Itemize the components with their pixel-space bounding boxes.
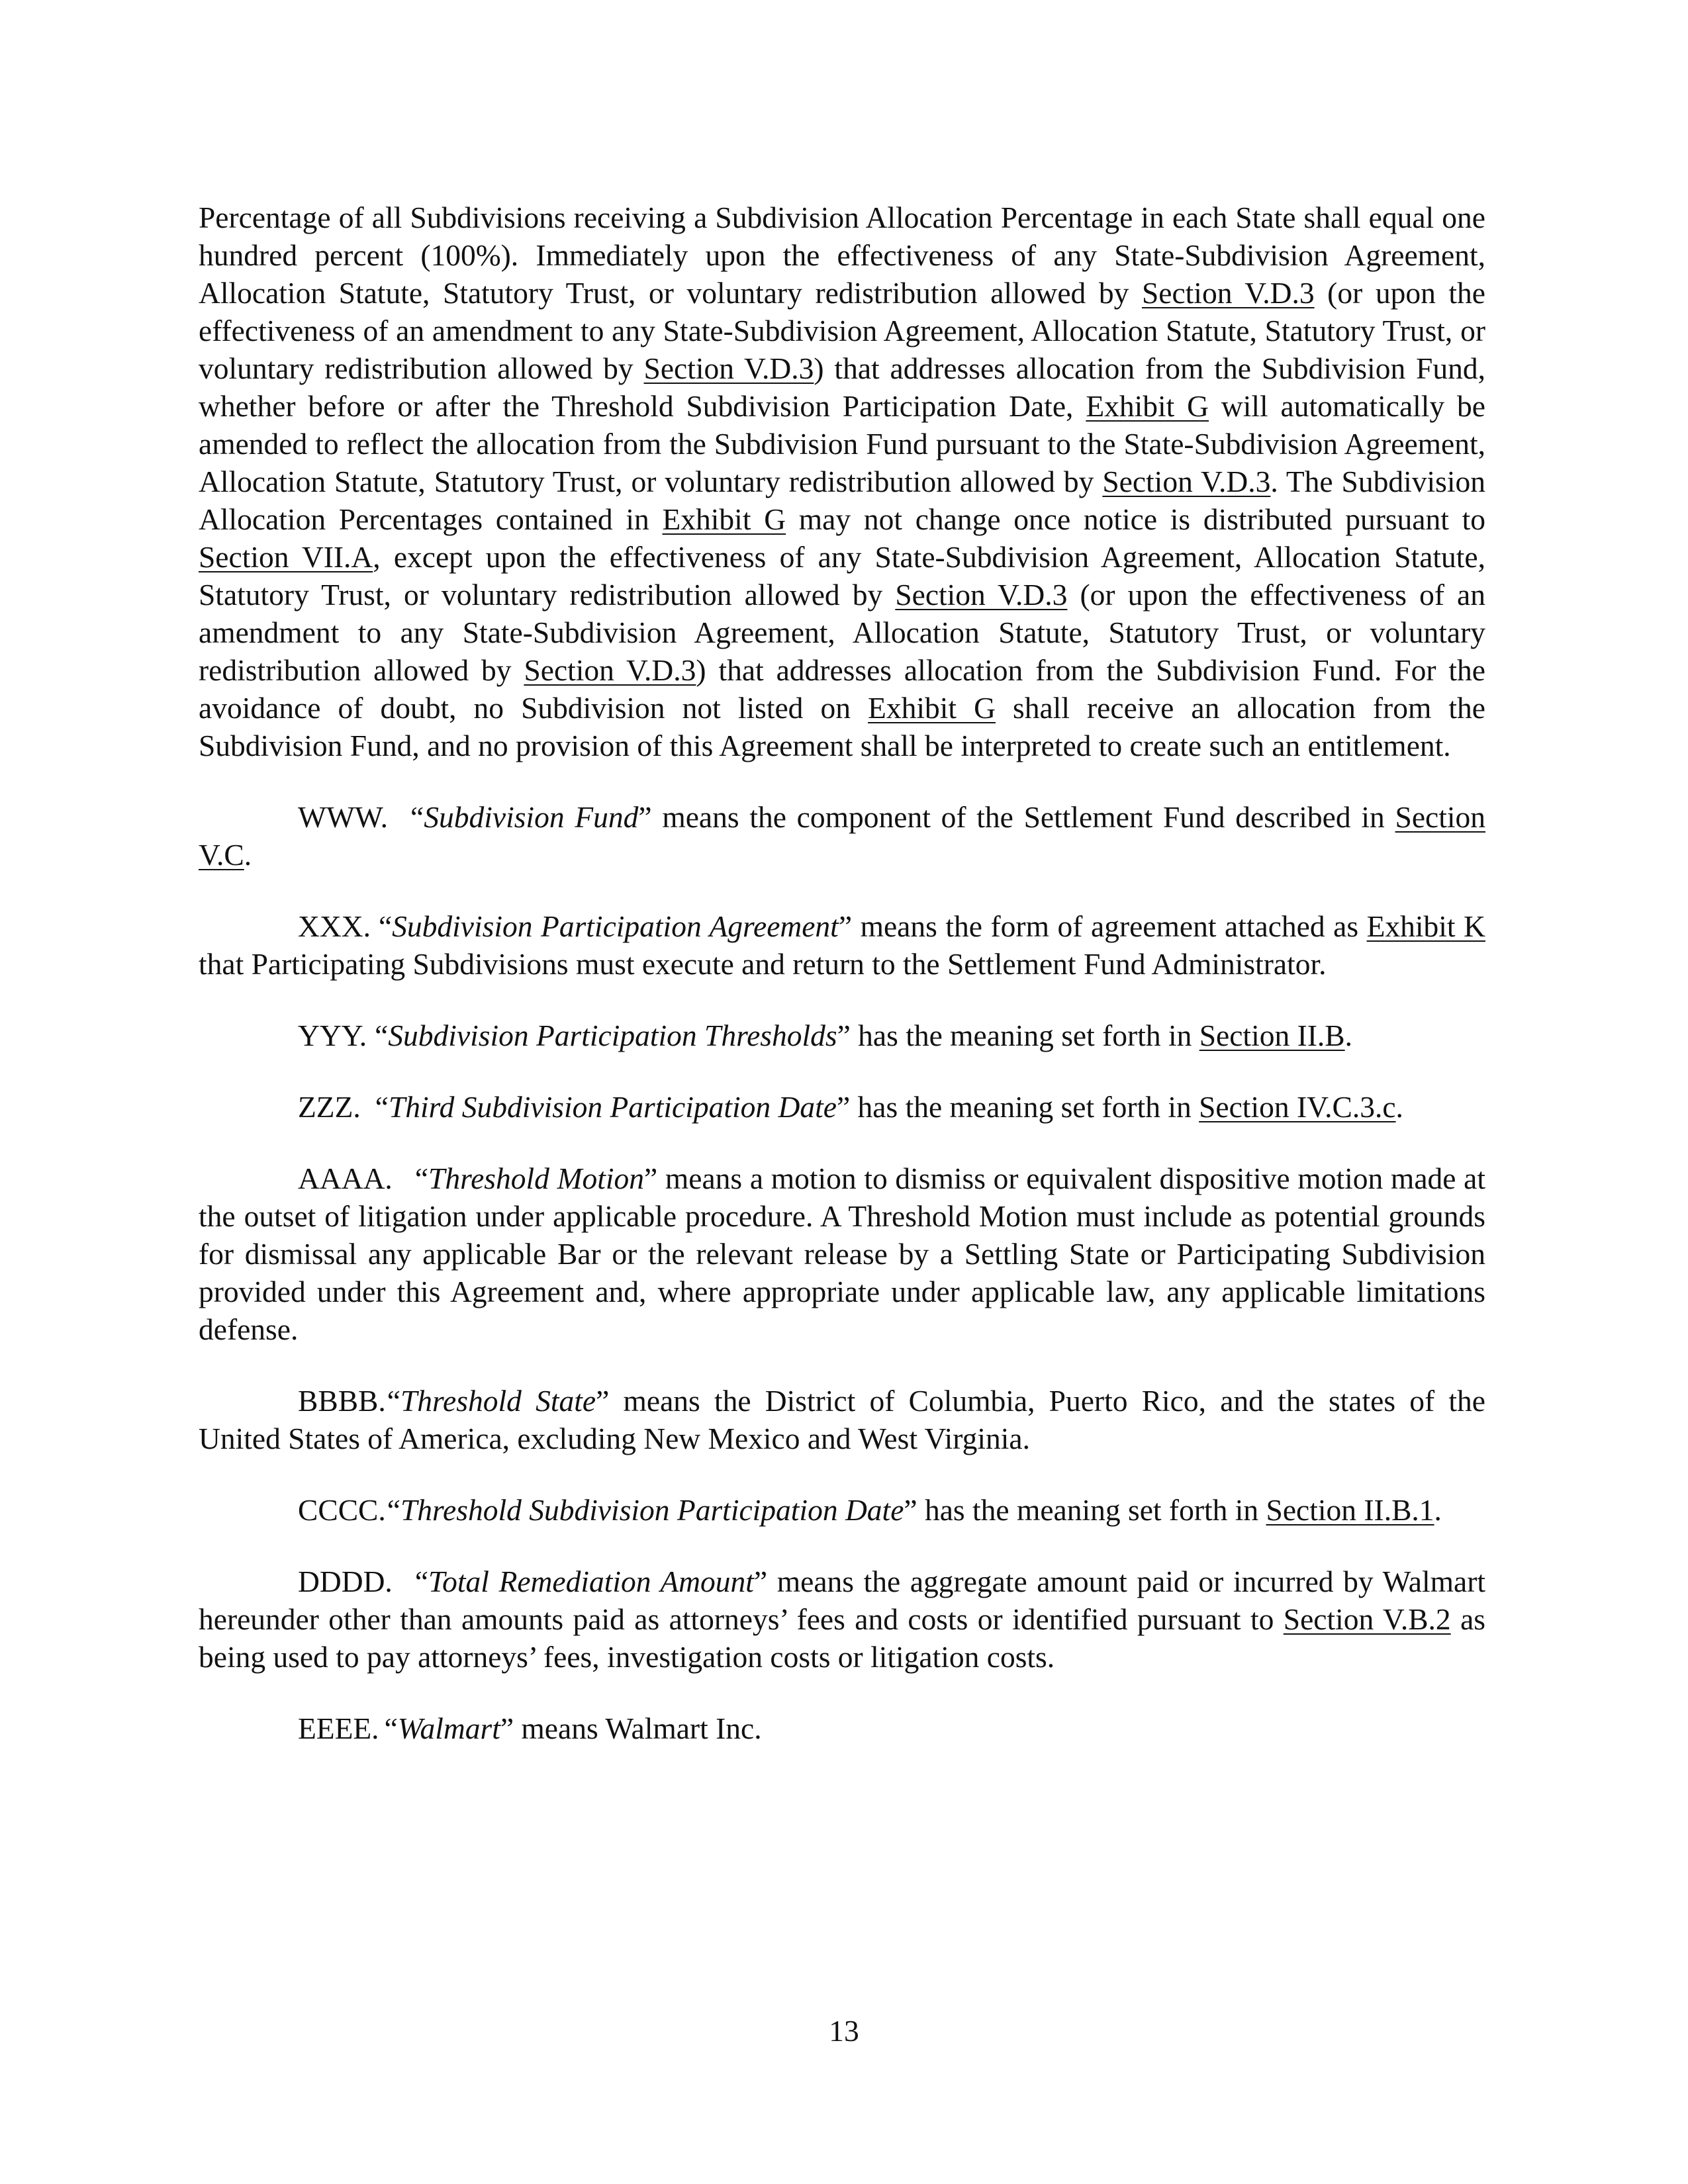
cross-reference: Section II.B.1 xyxy=(1266,1493,1434,1527)
paragraph-continued-definition xyxy=(199,199,1485,764)
text-run: “ xyxy=(375,1090,389,1124)
definition-label: DDDD. xyxy=(298,1565,393,1598)
definition-label: XXX. xyxy=(298,909,371,943)
defined-term: Subdivision Fund xyxy=(424,800,639,834)
definition-label: CCCC. xyxy=(298,1493,386,1527)
text-run: “ xyxy=(387,1384,400,1418)
defined-term: Total Remediation Amount xyxy=(428,1565,754,1598)
text-run: ” means the component of the Settlement Fund described in xyxy=(638,800,1395,834)
text-run: that Participating Subdivisions must execute and return to the Settlement Fund Administrator. xyxy=(199,947,1327,981)
text-run: . xyxy=(1395,1090,1403,1124)
definition-label: EEEE. xyxy=(298,1711,379,1745)
text-run: “ xyxy=(375,1019,389,1052)
text-run: ” has the meaning set forth in xyxy=(837,1019,1199,1052)
text-run: ” means Walmart Inc. xyxy=(500,1711,762,1745)
text-run: will automatically be amended to reflect the allocation from the Subdivision Fund pursuant to the State-Subdivision Agreement, Allocation Statute, Statutory Trust, or voluntary redistribution allowed by xyxy=(199,389,1485,498)
defined-term: Third Subdivision Participation Date xyxy=(388,1090,837,1124)
text-run: ” has the meaning set forth in xyxy=(904,1493,1266,1527)
text-run: (or upon the effectiveness of an amendment to any State-Subdivision Agreement, Allocation Statute, Statutory Trust, or voluntary redistribution allowed by xyxy=(199,578,1486,687)
text-run: ” means a motion to dismiss or equivalent dispositive motion made at the outset of litigation under applicable procedure. A Threshold Motion must include as potential grounds for dismissal any applicable Bar or the relevant release by a Settling State or Participating Subdivision provided under this Agreement and, where appropriate under applicable law, any applicable limitations defense. xyxy=(199,1161,1485,1346)
text-run: . The Subdivision Allocation Percentages contained in xyxy=(199,465,1485,536)
cross-reference: Section V.D.3 xyxy=(1102,465,1271,498)
definition-label: YYY. xyxy=(298,1019,367,1052)
cross-reference: Section IV.C.3.c xyxy=(1199,1090,1396,1124)
text-run: ) that addresses allocation from the Subdivision Fund, whether before or after the Threshold Subdivision Participation Date, xyxy=(199,351,1485,423)
defined-term: Walmart xyxy=(397,1711,500,1745)
text-run: ” means the form of agreement attached as xyxy=(838,909,1367,943)
cross-reference: Exhibit K xyxy=(1366,909,1485,943)
definition-aaaa xyxy=(199,1160,1485,1348)
text-run: “ xyxy=(387,1493,400,1527)
cross-reference: Section V.D.3 xyxy=(1141,276,1315,310)
cross-reference: Exhibit G xyxy=(662,502,786,536)
definition-eeee xyxy=(199,1709,1485,1747)
text-run: “ xyxy=(414,1161,429,1195)
cross-reference: Section V.D.3 xyxy=(895,578,1068,612)
text-run: . xyxy=(1344,1019,1352,1052)
defined-term: Threshold Subdivision Participation Date xyxy=(400,1493,904,1527)
text-run: shall receive an allocation from the Subdivision Fund, and no provision of this Agreement shall be interpreted to create such an entitlement. xyxy=(199,691,1486,762)
cross-reference: Exhibit G xyxy=(868,691,996,725)
definition-label: ZZZ. xyxy=(298,1090,361,1124)
text-run: (or upon the effectiveness of an amendment to any State-Subdivision Agreement, Allocation Statute, Statutory Trust, or voluntary redistribution allowed by xyxy=(199,276,1486,385)
text-run: ” means the aggregate amount paid or incurred by Walmart hereunder other than amounts paid as attorneys’ fees and costs or identified pursuant to xyxy=(199,1565,1485,1636)
text-run: “ xyxy=(414,1565,429,1598)
text-run: ” has the meaning set forth in xyxy=(836,1090,1199,1124)
cross-reference: Section V.D.3 xyxy=(524,653,696,687)
definition-xxx xyxy=(199,907,1485,983)
cross-reference: Section V.B.2 xyxy=(1283,1602,1451,1636)
defined-term: Subdivision Participation Agreement xyxy=(392,909,839,943)
definition-cccc xyxy=(199,1491,1485,1529)
text-run: ” means the District of Columbia, Puerto Rico, and the states of the United States of America, excluding New Mexico and West Virginia. xyxy=(199,1384,1485,1455)
defined-term: Threshold State xyxy=(400,1384,596,1418)
definition-label: BBBB. xyxy=(298,1384,386,1418)
text-run: . xyxy=(1434,1493,1442,1527)
cross-reference: Section II.B xyxy=(1199,1019,1345,1052)
text-run: Percentage of all Subdivisions receiving a Subdivision Allocation Percentage in each State shall equal one hundred percent (100%). Immediately upon the effectiveness of any State-Subdivision Agreement, Allocation Statute, Statutory Trust, or voluntary redistribution allowed by xyxy=(199,201,1485,310)
defined-term: Subdivision Participation Thresholds xyxy=(388,1019,837,1052)
definition-label: WWW. xyxy=(298,800,389,834)
definition-dddd xyxy=(199,1563,1485,1676)
definition-zzz xyxy=(199,1088,1485,1126)
text-run: “ xyxy=(384,1711,398,1745)
text-run: “ xyxy=(410,800,424,834)
page-number: 13 xyxy=(829,2014,859,2048)
text-run: may not change once notice is distributed pursuant to xyxy=(786,502,1486,536)
text-run: . xyxy=(244,838,252,872)
document-page xyxy=(199,199,1485,2118)
text-run: as being used to pay attorneys’ fees, investigation costs or litigation costs. xyxy=(199,1602,1486,1674)
definition-label: AAAA. xyxy=(298,1161,393,1195)
cross-reference: Section V.C xyxy=(199,800,1486,872)
definition-yyy xyxy=(199,1017,1485,1054)
text-run: , except upon the effectiveness of any State-Subdivision Agreement, Allocation Statute, Statutory Trust, or voluntary redistribution allowed by xyxy=(199,540,1485,612)
defined-term: Threshold Motion xyxy=(428,1161,645,1195)
text-run: ) that addresses allocation from the Subdivision Fund. For the avoidance of doubt, no Subdivision not listed on xyxy=(199,653,1485,725)
cross-reference: Section VII.A xyxy=(199,540,373,574)
definition-bbbb xyxy=(199,1382,1485,1457)
cross-reference: Exhibit G xyxy=(1086,389,1209,423)
definition-www xyxy=(199,798,1485,874)
text-run: “ xyxy=(378,909,393,943)
cross-reference: Section V.D.3 xyxy=(643,351,814,385)
